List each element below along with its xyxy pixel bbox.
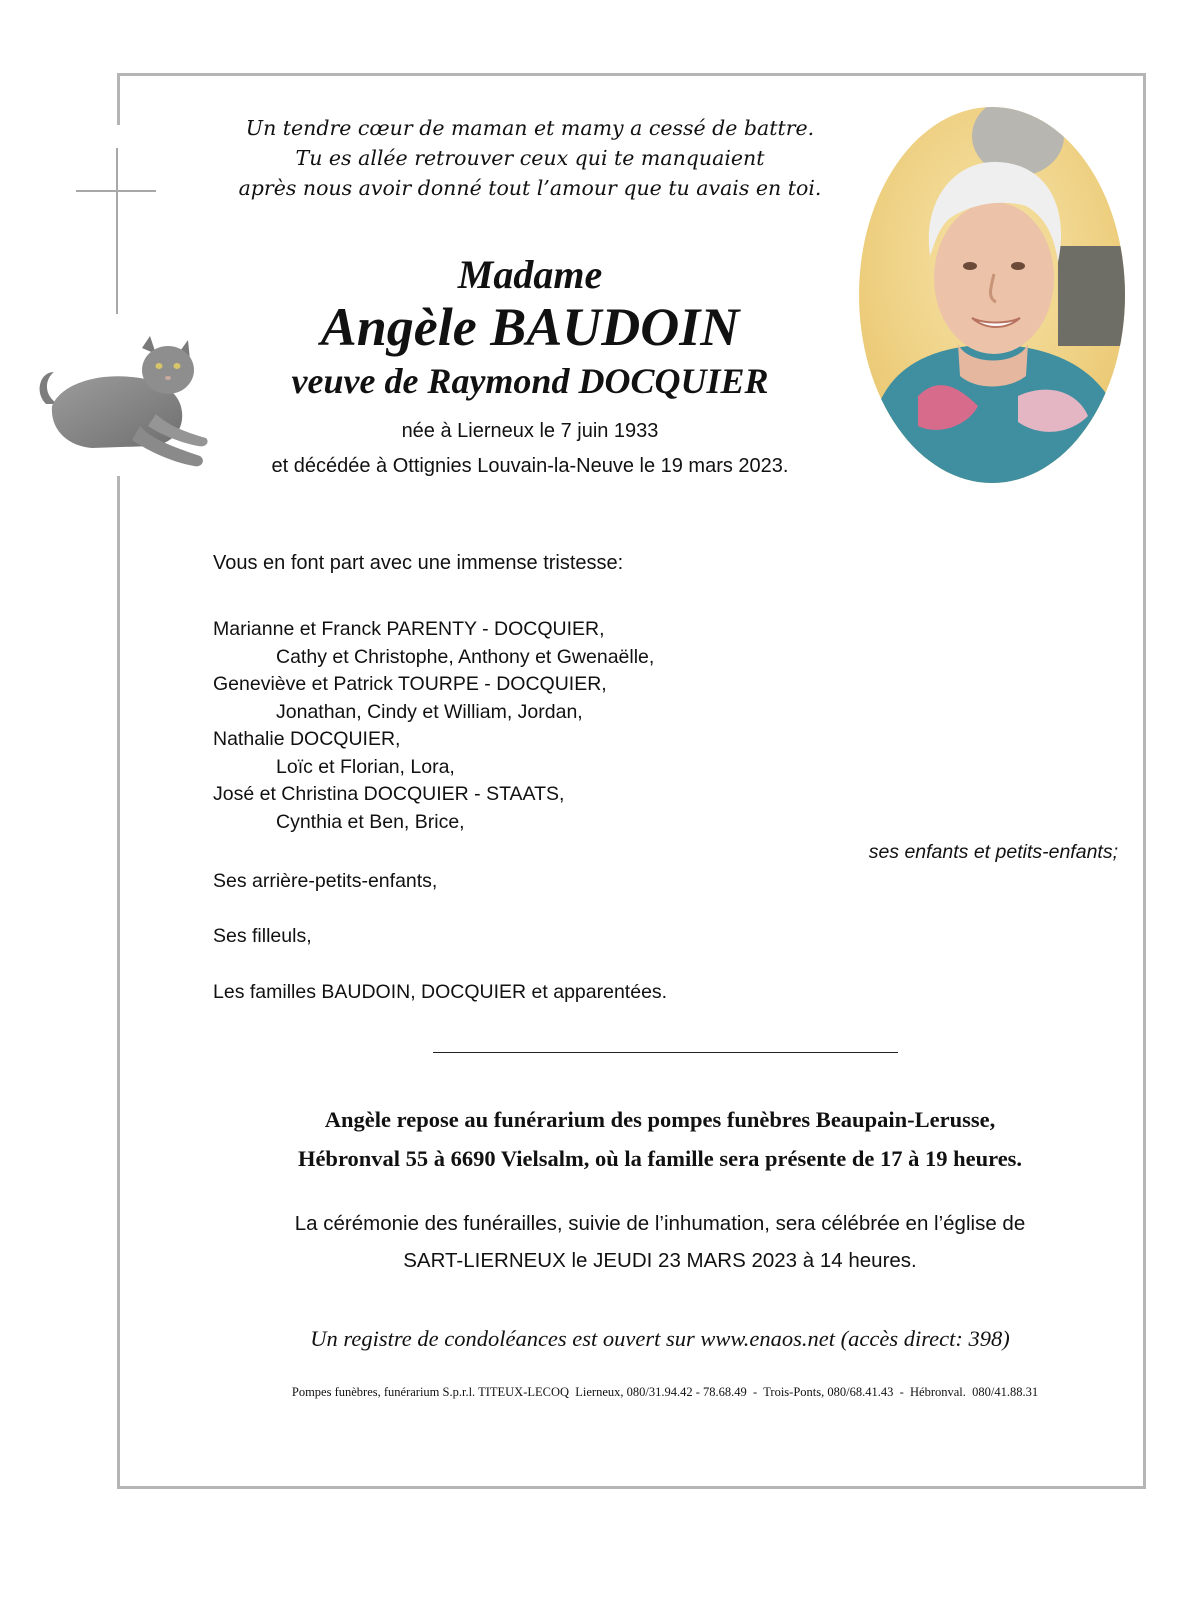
children-label: ses enfants et petits-enfants; xyxy=(868,841,1118,863)
family-list xyxy=(213,616,654,836)
poem xyxy=(200,113,860,203)
funeral-home-footer: Pompes funèbres, funérarium S.p.r.l. TITEUX-LECOQ Lierneux, 080/31.94.42 - 78.68.49 - Trois-Ponts, 080/68.41.43 - Hébronval. 080/41.88.31 xyxy=(291,1385,1039,1399)
death-info: et décédée à Ottignies Louvain-la-Neuve le 19 mars 2023. xyxy=(271,455,789,477)
family-parents: José et Christina DOCQUIER - STAATS, xyxy=(213,783,565,805)
family-parents: Marianne et Franck PARENTY - DOCQUIER, xyxy=(213,618,605,640)
family-children: Loïc et Florian, Lora, xyxy=(276,755,455,778)
family-children: Cathy et Christophe, Anthony et Gwenaëlle, xyxy=(276,645,655,668)
deceased-spouse: veuve de Raymond DOCQUIER xyxy=(291,361,769,401)
godchildren: Ses filleuls, xyxy=(213,925,312,947)
ceremony-info xyxy=(160,1205,1160,1279)
deceased-title: Madame xyxy=(457,252,603,297)
funerarium-line-1: Angèle repose au funérarium des pompes funèbres Beaupain-Lerusse, xyxy=(324,1107,996,1132)
portrait-photo xyxy=(858,106,1126,484)
ceremony-line-1: La cérémonie des funérailles, suivie de l’inhumation, sera célébrée en l’église de xyxy=(294,1212,1026,1235)
cross-vertical-bar xyxy=(116,148,118,314)
frame-border-left-upper xyxy=(117,73,120,125)
family-parents: Geneviève et Patrick TOURPE - DOCQUIER, xyxy=(213,673,607,695)
announcement-intro: Vous en font part avec une immense tristesse: xyxy=(213,552,624,574)
funerarium-info xyxy=(160,1100,1160,1178)
separator-line xyxy=(433,1052,898,1053)
deceased-name: Angèle BAUDOIN xyxy=(320,297,740,357)
condolence-register: Un registre de condoléances est ouvert sur www.enaos.net (accès direct: 398) xyxy=(310,1326,1010,1351)
poem-line-1: Un tendre cœur de maman et mamy a cessé de battre. xyxy=(245,116,815,140)
family-children: Cynthia et Ben, Brice, xyxy=(276,810,465,833)
family-children: Jonathan, Cindy et William, Jordan, xyxy=(276,700,583,723)
ceremony-line-2: SART-LIERNEUX le JEUDI 23 MARS 2023 à 14 heures. xyxy=(403,1249,917,1272)
frame-border-top xyxy=(117,73,1146,76)
cross-horizontal-bar xyxy=(76,190,156,192)
funerarium-line-2: Hébronval 55 à 6690 Vielsalm, où la famille sera présente de 17 à 19 heures. xyxy=(297,1146,1023,1171)
families: Les familles BAUDOIN, DOCQUIER et apparentées. xyxy=(213,981,668,1003)
poem-line-2: Tu es allée retrouver ceux qui te manquaient xyxy=(295,146,765,170)
family-parents: Nathalie DOCQUIER, xyxy=(213,728,401,750)
poem-line-3: après nous avoir donné tout l’amour que tu avais en toi. xyxy=(238,176,822,200)
great-grandchildren: Ses arrière-petits-enfants, xyxy=(213,870,438,892)
birth-info: née à Lierneux le 7 juin 1933 xyxy=(401,420,659,442)
frame-border-left-lower xyxy=(117,476,120,1489)
frame-border-bottom xyxy=(117,1486,1146,1489)
